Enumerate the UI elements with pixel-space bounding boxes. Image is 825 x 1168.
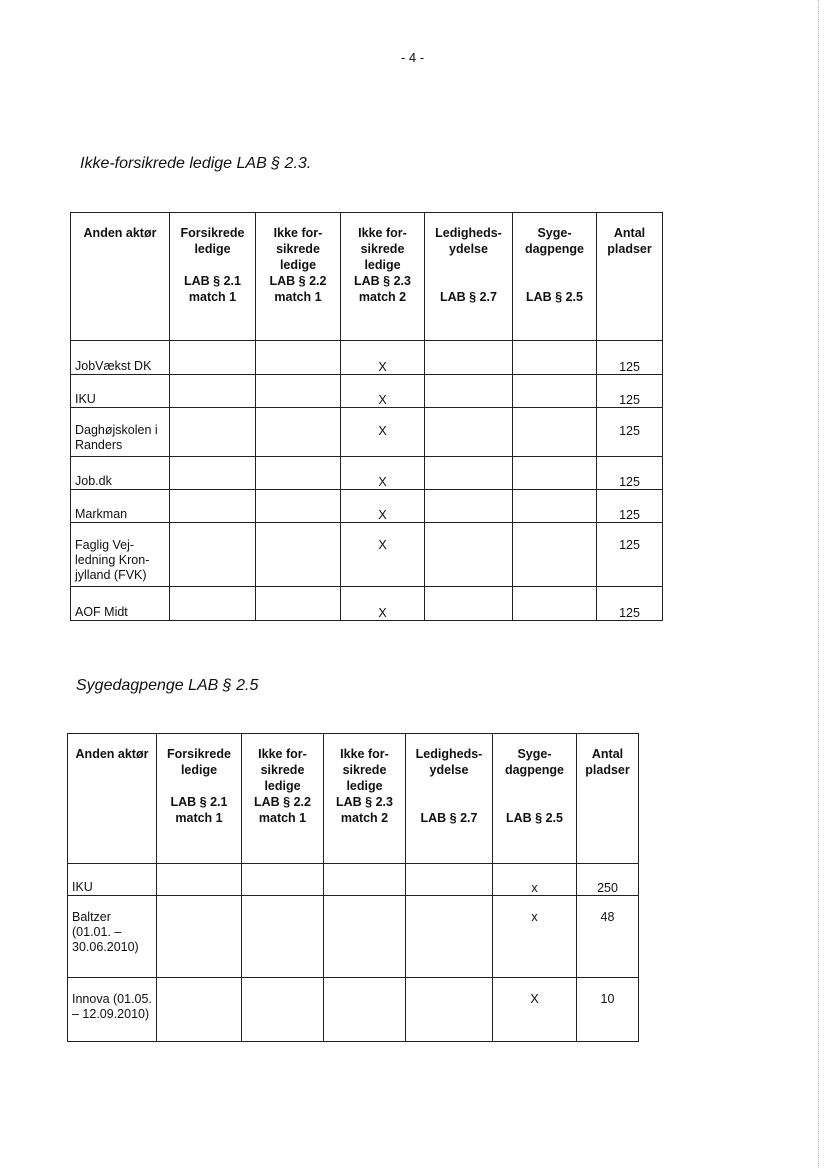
cell-lab-2-2: [256, 408, 341, 457]
header-anden-aktor: Anden aktør: [68, 734, 157, 864]
cell-lab-2-5: x: [493, 896, 577, 978]
header-sygedagpenge: Syge- dagpenge LAB § 2.5: [513, 213, 597, 341]
row-name: IKU: [68, 864, 157, 896]
row-name: JobVækst DK: [71, 341, 170, 375]
section2-header-row: [68, 734, 639, 864]
cell-lab-2-2: [256, 457, 341, 490]
cell-lab-2-7: [406, 896, 493, 978]
row-name: IKU: [71, 375, 170, 408]
table-row: [68, 896, 639, 978]
header-forsikrede: Forsikrede ledige LAB § 2.1 match 1: [157, 734, 242, 864]
cell-lab-2-5: [513, 587, 597, 621]
header-ikke-forsikrede-22: Ikke for- sikrede ledige LAB § 2.2 match 1: [242, 734, 324, 864]
table-row: [71, 523, 663, 587]
cell-lab-2-2: [242, 896, 324, 978]
header-ikke-forsikrede-23: Ikke for- sikrede ledige LAB § 2.3 match 2: [341, 213, 425, 341]
header-antal-pladser: Antal pladser: [597, 213, 663, 341]
cell-lab-2-3: [324, 896, 406, 978]
cell-lab-2-5: [513, 375, 597, 408]
table-row: [71, 341, 663, 375]
cell-lab-2-1: [170, 375, 256, 408]
cell-lab-2-1: [157, 896, 242, 978]
table-row: [68, 978, 639, 1042]
row-name: Baltzer (01.01. – 30.06.2010): [68, 896, 157, 978]
cell-lab-2-1: [170, 490, 256, 523]
cell-lab-2-7: [425, 341, 513, 375]
cell-lab-2-5: X: [493, 978, 577, 1042]
section1-table: [70, 212, 663, 621]
cell-lab-2-2: [242, 978, 324, 1042]
section1-header-row: [71, 213, 663, 341]
cell-lab-2-3: X: [341, 523, 425, 587]
table-row: [71, 457, 663, 490]
cell-lab-2-5: [513, 408, 597, 457]
cell-lab-2-1: [157, 864, 242, 896]
cell-lab-2-3: X: [341, 587, 425, 621]
table-row: [71, 408, 663, 457]
cell-antal-pladser: 125: [597, 341, 663, 375]
header-forsikrede: Forsikrede ledige LAB § 2.1 match 1: [170, 213, 256, 341]
cell-lab-2-3: X: [341, 375, 425, 408]
cell-lab-2-3: X: [341, 490, 425, 523]
cell-antal-pladser: 125: [597, 523, 663, 587]
cell-lab-2-7: [425, 408, 513, 457]
cell-lab-2-2: [256, 587, 341, 621]
header-anden-aktor: Anden aktør: [71, 213, 170, 341]
cell-lab-2-7: [425, 523, 513, 587]
header-ikke-forsikrede-23: Ikke for- sikrede ledige LAB § 2.3 match 2: [324, 734, 406, 864]
cell-lab-2-5: [513, 490, 597, 523]
header-ledighedsydelse: Ledigheds- ydelse LAB § 2.7: [425, 213, 513, 341]
cell-lab-2-1: [170, 523, 256, 587]
cell-lab-2-7: [425, 375, 513, 408]
cell-lab-2-2: [256, 341, 341, 375]
cell-lab-2-7: [425, 587, 513, 621]
cell-lab-2-2: [256, 375, 341, 408]
row-name: AOF Midt: [71, 587, 170, 621]
table-row: [68, 864, 639, 896]
cell-antal-pladser: 125: [597, 408, 663, 457]
cell-lab-2-2: [256, 490, 341, 523]
header-sygedagpenge: Syge- dagpenge LAB § 2.5: [493, 734, 577, 864]
cell-lab-2-7: [406, 978, 493, 1042]
cell-lab-2-7: [406, 864, 493, 896]
header-antal-pladser: Antal pladser: [577, 734, 639, 864]
cell-lab-2-3: X: [341, 457, 425, 490]
row-name: Faglig Vej- ledning Kron- jylland (FVK): [71, 523, 170, 587]
cell-antal-pladser: 125: [597, 490, 663, 523]
header-ledighedsydelse: Ledigheds- ydelse LAB § 2.7: [406, 734, 493, 864]
cell-lab-2-1: [170, 457, 256, 490]
cell-antal-pladser: 125: [597, 457, 663, 490]
table-row: [71, 587, 663, 621]
row-name: Daghøjskolen i Randers: [71, 408, 170, 457]
section2-title: Sygedagpenge LAB § 2.5: [76, 677, 259, 694]
cell-antal-pladser: 250: [577, 864, 639, 896]
row-name: Innova (01.05. – 12.09.2010): [68, 978, 157, 1042]
cell-lab-2-7: [425, 490, 513, 523]
cell-lab-2-5: [513, 341, 597, 375]
cell-lab-2-7: [425, 457, 513, 490]
cell-lab-2-1: [170, 587, 256, 621]
cell-lab-2-5: [513, 457, 597, 490]
row-name: Markman: [71, 490, 170, 523]
table-row: [71, 490, 663, 523]
row-name: Job.dk: [71, 457, 170, 490]
cell-lab-2-5: [513, 523, 597, 587]
cell-antal-pladser: 10: [577, 978, 639, 1042]
cell-lab-2-1: [157, 978, 242, 1042]
cell-lab-2-3: [324, 978, 406, 1042]
cell-antal-pladser: 125: [597, 375, 663, 408]
section2-table: [67, 733, 639, 1042]
cell-antal-pladser: 48: [577, 896, 639, 978]
cell-lab-2-3: [324, 864, 406, 896]
header-ikke-forsikrede-22: Ikke for- sikrede ledige LAB § 2.2 match 1: [256, 213, 341, 341]
cell-lab-2-1: [170, 408, 256, 457]
cell-lab-2-3: X: [341, 341, 425, 375]
cell-lab-2-3: X: [341, 408, 425, 457]
cell-lab-2-1: [170, 341, 256, 375]
cell-lab-2-5: x: [493, 864, 577, 896]
cell-antal-pladser: 125: [597, 587, 663, 621]
cell-lab-2-2: [256, 523, 341, 587]
table-row: [71, 375, 663, 408]
scan-edge-line: [817, 0, 819, 1168]
page-number: - 4 -: [400, 50, 425, 65]
section1-title: Ikke-forsikrede ledige LAB § 2.3.: [80, 155, 312, 172]
cell-lab-2-2: [242, 864, 324, 896]
